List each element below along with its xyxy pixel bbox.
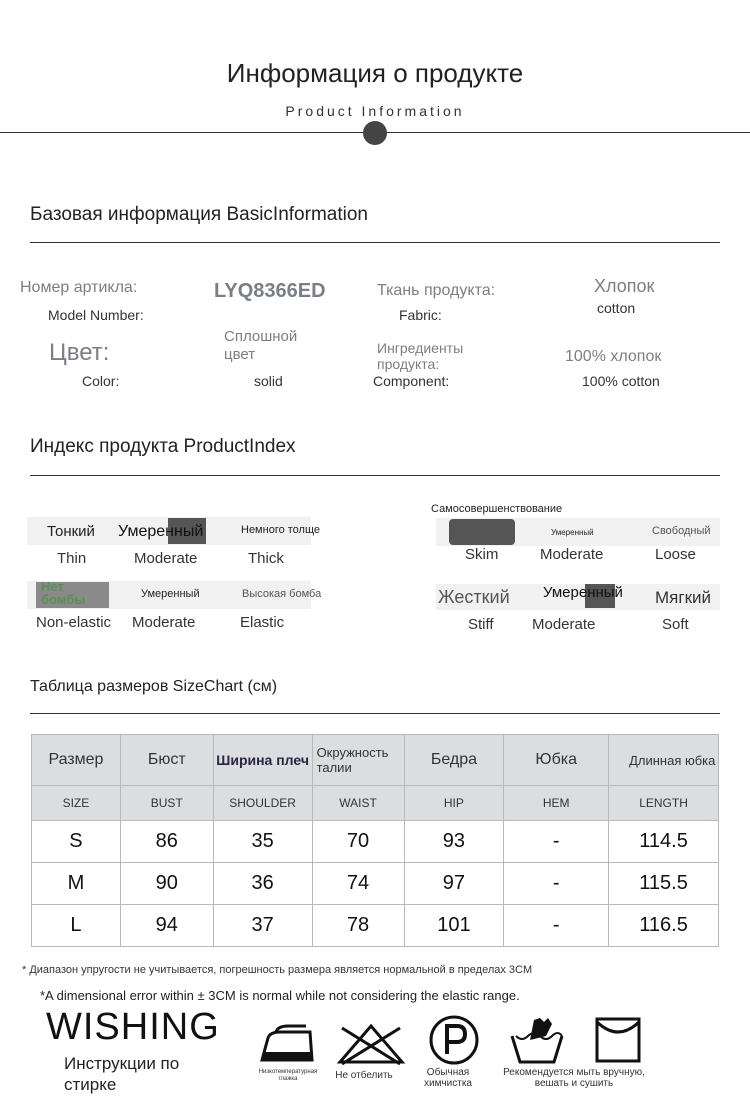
header-dot (363, 121, 387, 145)
sizechart-section-title: Таблица размеров SizeChart (см) (30, 678, 278, 695)
header-size-ru: Размер (32, 735, 121, 786)
model-label-en: Model Number: (48, 307, 144, 323)
note-ru: * Диапазон упругости не учитывается, погрешность размера является нормальной в пределах 3CM (22, 964, 533, 976)
hardness-ru-3: Мягкий (655, 588, 711, 607)
cell-hip: 101 (404, 905, 504, 947)
component-label-en: Component: (373, 373, 450, 389)
cell-length: 114.5 (609, 821, 719, 863)
dry-clean-icon (428, 1014, 480, 1066)
elastic-ru-2: Умеренный (141, 588, 200, 600)
cell-bust: 94 (120, 905, 213, 947)
page-subtitle: Product Information (285, 103, 465, 119)
fit-ru-3: Свободный (652, 525, 711, 537)
hardness-en-1: Stiff (468, 616, 494, 633)
elastic-en-1: Non-elastic (36, 614, 112, 631)
thickness-ru-1: Тонкий (47, 523, 95, 540)
thickness-en-3: Thick (248, 550, 284, 567)
cell-bust: 90 (120, 863, 213, 905)
tumble-dry-icon (594, 1016, 642, 1064)
iron-label: Низкотемпературная глажка (258, 1069, 318, 1082)
hardness-ru-2: Умеренный (543, 584, 623, 601)
cell-waist: 78 (312, 905, 404, 947)
elastic-en-3: Elastic (240, 614, 285, 631)
thickness-en-1: Thin (57, 550, 87, 567)
header-hem-ru: Юбка (504, 735, 609, 786)
table-row (32, 863, 719, 905)
table-header-ru (32, 735, 719, 786)
header-length-ru: Длинная юбка (609, 735, 719, 786)
header-length-en: LENGTH (609, 786, 719, 821)
cell-hem: - (504, 905, 609, 947)
cell-shoulder: 35 (213, 821, 312, 863)
index-divider (30, 475, 720, 476)
component-value-en: 100% cotton (582, 373, 660, 389)
header-waist-en: WAIST (312, 786, 404, 821)
color-value-ru: Сплошной цвет (224, 328, 298, 363)
elastic-en-2: Moderate (132, 614, 196, 631)
header-hip-ru: Бедра (404, 735, 504, 786)
cell-hem: - (504, 863, 609, 905)
cell-bust: 86 (120, 821, 213, 863)
note-en: *A dimensional error within ± 3CM is normal while not considering the elastic range. (40, 988, 520, 1003)
thickness-en-2: Moderate (134, 550, 198, 567)
hardness-ru-1: Жесткий (438, 587, 510, 607)
model-label-ru: Номер артикла: (20, 279, 138, 296)
table-header-en (32, 786, 719, 821)
cell-shoulder: 37 (213, 905, 312, 947)
cell-length: 116.5 (609, 905, 719, 947)
fit-en-1: Skim (465, 546, 499, 563)
cell-hip: 93 (404, 821, 504, 863)
cell-size: S (32, 821, 121, 863)
cell-waist: 70 (312, 821, 404, 863)
cell-hip: 97 (404, 863, 504, 905)
hand-wash-icon (508, 1014, 566, 1066)
size-chart-table (31, 734, 719, 947)
index-section-title: Индекс продукта ProductIndex (30, 436, 296, 457)
fit-selected-marker (449, 519, 515, 545)
fabric-label-ru: Ткань продукта: (377, 282, 496, 299)
cell-length: 115.5 (609, 863, 719, 905)
dry-clean-label: Обычная химчистка (424, 1067, 472, 1089)
no-bleach-label: Не отбелить (335, 1070, 393, 1081)
washing-subtitle: Инструкции по стирке (64, 1054, 180, 1094)
basic-divider (30, 242, 720, 243)
elastic-ru-3: Высокая бомба (242, 588, 322, 600)
cell-shoulder: 36 (213, 863, 312, 905)
cell-size: L (32, 905, 121, 947)
table-row (32, 821, 719, 863)
component-value-ru: 100% хлопок (565, 348, 662, 365)
fit-ru-2: Умеренный (551, 528, 594, 537)
header-bust-en: BUST (120, 786, 213, 821)
fabric-value-ru: Хлопок (594, 276, 655, 296)
cell-waist: 74 (312, 863, 404, 905)
no-bleach-icon (336, 1022, 406, 1066)
color-value-en: solid (254, 373, 283, 389)
header-bust-ru: Бюст (120, 735, 213, 786)
cell-hem: - (504, 821, 609, 863)
header-size-en: SIZE (32, 786, 121, 821)
sizechart-divider (30, 713, 720, 714)
header-hem-en: HEM (504, 786, 609, 821)
iron-icon (258, 1022, 320, 1066)
component-label-ru: Ингредиенты продукта: (377, 340, 464, 372)
table-row (32, 905, 719, 947)
hardness-en-3: Soft (662, 616, 689, 633)
thickness-ru-3: Немного толще (241, 524, 321, 536)
header-hip-en: HIP (404, 786, 504, 821)
header-shoulder-en: SHOULDER (213, 786, 312, 821)
color-label-ru: Цвет: (49, 339, 110, 366)
fabric-label-en: Fabric: (399, 307, 442, 323)
header-shoulder-ru: Ширина плеч (213, 735, 312, 786)
fabric-value-en: cotton (597, 300, 636, 316)
header-waist-ru: Окружность талии (312, 735, 404, 786)
elastic-ru-1: Нет бомбы (41, 579, 86, 607)
color-label-en: Color: (82, 373, 120, 389)
hand-wash-label: Рекомендуется мыть вручную, вешать и сушить (503, 1067, 645, 1089)
fit-heading: Самосовершенствование (431, 503, 563, 515)
basic-section-title: Базовая информация BasicInformation (30, 204, 368, 225)
page-title: Информация о продукте (226, 58, 524, 88)
fit-en-2: Moderate (540, 546, 604, 563)
model-value: LYQ8366ED (214, 280, 326, 302)
cell-size: M (32, 863, 121, 905)
washing-title: WISHING (46, 1006, 220, 1048)
hardness-en-2: Moderate (532, 616, 596, 633)
thickness-ru-2: Умеренный (118, 523, 204, 540)
fit-en-3: Loose (655, 546, 696, 563)
